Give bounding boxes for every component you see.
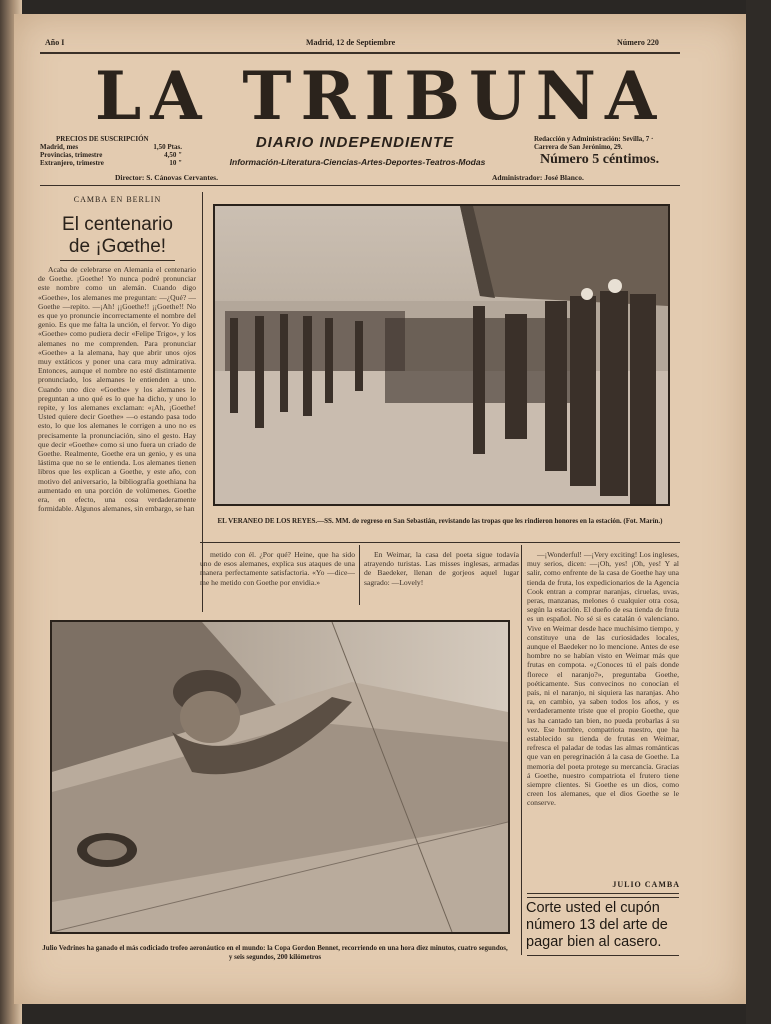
editorial-address: Redacción y Administración: Sevilla, 7 · Carrera de San Jerónimo, 29. xyxy=(534,135,654,151)
coupon-top-rule xyxy=(527,897,679,898)
author-rule xyxy=(527,893,679,894)
issue-number: Número 220 xyxy=(617,38,659,47)
column-divider xyxy=(359,545,360,605)
issue-price: Número 5 céntimos. xyxy=(540,152,660,167)
bottom-photo-caption: Julio Vedrines ha ganado el más codiciado trofeo aeronáutico en el mundo: la Copa Gordon Bennet, recorriendo en una hora diez minutos, cuatro segundos, y seis segundos, 200 kilómetros xyxy=(42,944,508,961)
column-divider xyxy=(202,192,203,612)
subscription-row: Madrid, mes 1,50 Ptas. xyxy=(40,143,182,151)
top-rule xyxy=(40,52,680,54)
masthead-title: LA TRIBUNA xyxy=(94,57,666,135)
masthead-subtitle: DIARIO INDEPENDIENTE xyxy=(255,134,455,151)
article-author: JULIO CAMBA xyxy=(612,880,680,889)
director-line: Director: S. Cánovas Cervantes. xyxy=(115,173,218,182)
photo-troops-review xyxy=(215,206,668,504)
masthead-tagline: Información-Literatura-Ciencias-Artes-Deportes-Teatros-Modas xyxy=(229,157,486,167)
headline-rule xyxy=(60,260,175,261)
article-column-3: En Weimar, la casa del poeta sigue todavía atrayendo turistas. Las misses inglesas, armadas de Baedeker, llenan de gorjeos aquel lugar sagrado: —Lovely! xyxy=(364,550,519,587)
coupon-bottom-rule xyxy=(527,955,679,956)
article-column-2: metido con él. ¿Por qué? Heine, que ha sido uno de esos alemanes, explica sus ataques de una manera perfectamente satisfactoria. «Yo —dice— me he metido con Goethe por envidia.» xyxy=(200,550,355,587)
masthead-bottom-rule xyxy=(40,185,680,186)
article-column-1: Acaba de celebrarse en Alemania el centenario de Goethe. ¡Goethe! Yo nunca podré pronunciar este nombre como un alemán. Cuando digo «Goethe», los alemanes me preguntan: —¿Qué? —Goethe —repito. —¡Ah! ¡¡Goethe!! ¡¡Goethe!! No es que yo pronuncie incorrectamente el nombre del genio. Es que me falta la unción, el fervor. Yo digo «Goethe» como pudiera decir «Felipe Trigo», y los alemanes no me comprenden. Para pronunciar «Goethe» a la alemana, hay que abrir unos ojos muy extáticos y poner una cara muy admirativa. Entonces, aunque el nombre no esté distintamente pronunciado, los alemanes le entienden a uno. Cuando uno dice «Goethe» y los alemanes le preguntan a uno qué es lo que ha dicho, y uno lo repite, y los alemanes exclaman: «¡Ah, ¡Goethe! Usted quiere decir Goethe» —o estando pasa todo esto, lo que los alemanes le corrigen a uno no es precisamente la pronunciación, sino el gesto. Hay que decir «Goethe» como si uno fuera un criado de Goethe. Realmente, Goethe era un genio, y es una lástima que no se le entienda. Los alemanes tienen libros que les explican a Goethe, y este año, con motivo del aniversario, la bibliografía goethiana ha aumentado en una porción de volúmenes. Goethe era, en efecto, una cosa verdaderamente formidable. Algunos alemanes, sin embargo, se han xyxy=(38,265,196,514)
dateline: Madrid, 12 de Septiembre xyxy=(306,38,396,47)
article-kicker: CAMBA EN BERLIN xyxy=(73,195,162,204)
caption-rule xyxy=(200,542,680,543)
top-photo-caption: EL VERANEO DE LOS REYES.—SS. MM. de regreso en San Sebastián, revistando las tropas que les rindieron honores en la estación. (Fot. Marín.) xyxy=(217,517,663,525)
coupon-notice: Corte usted el cupón número 13 del arte de pagar bien al casero. xyxy=(526,900,668,950)
article-headline: El centenario de ¡Gœthe! xyxy=(62,214,173,257)
administrator-line: Administrador: José Blanco. xyxy=(492,173,584,182)
kings-review-photo xyxy=(213,204,670,506)
subscription-prices xyxy=(40,135,200,167)
aviator-photo xyxy=(50,620,510,934)
page-edge-shadow xyxy=(746,0,771,1024)
subscriptions-title: PRECIOS DE SUSCRIPCIÓN xyxy=(56,135,149,143)
subscription-row: Provincias, trimestre 4,50 " xyxy=(40,151,182,159)
article-column-4: —¡Wonderful! —¡Very exciting! Los ingleses, muy serios, dicen: —¡Oh, yes! ¡Oh, yes! Y al salir, como enfrente de la casa de Goethe hay una tienda de fruta, los expedicionarios de la Agencia Cook entran a comprar naranjas, ciruelas, uvas, peras, manzanas, melones ó cualquier otra cosa, según la estación. El dueño de esa tienda de fruta es un español. No sé si es catalán ó valenciano. Vive en Weimar desde hace muchísimo tiempo, y constituye una de las curiosidades locales, aunque el Baedeker no lo mencione. Antes de ese hombre no se habían visto en Weimar más que frutas en compota. «¿Conoces tú el país donde florece el naranjo?», preguntaba Goethe, poéticamente. Sus convecinos no conocían el país, ni el naranjo, ni siquiera las naranjas. Aho ra, en cambio, ya saben todos los años, y es verdaderamente triste que el propio Goethe, que las ha cantado tan bien, no pueda probarlas á su vez. Ese hombre, compatriota nuestro, que ha establecido su tienda de frutas en Weimar, refresca el paladar de todas las almas románticas que van en peregrinación á la casa de Goethe. La memoria del poeta protege su mercancía. Gracias á Goethe, nuestro compatriota el frutero tiene siempre clientes. Si Goethe es un dios, como creen los alemanes, que el dios Goethe se le conserve. xyxy=(527,550,679,808)
photo-aviator-cockpit xyxy=(52,622,508,932)
year-label: Año I xyxy=(45,38,65,47)
subscription-row: Extranjero, trimestre 10 " xyxy=(40,159,182,167)
column-divider xyxy=(521,545,522,955)
